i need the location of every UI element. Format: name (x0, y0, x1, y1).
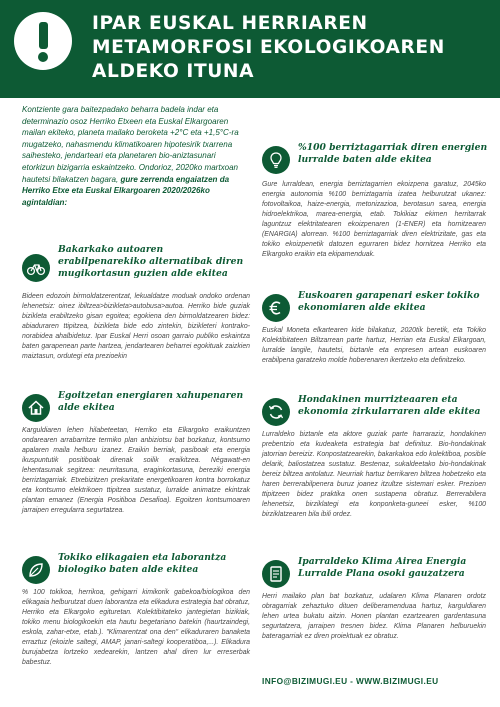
section-housing (22, 390, 250, 516)
section-climate-plan (262, 556, 486, 642)
section-title: Egoitzetan energiaren xahupenaren alde ekitea (58, 390, 244, 413)
section-title: Hondakinen murrizteaaren eta ekonomia zirkularraren alde ekitea (298, 394, 481, 417)
page-title (92, 12, 492, 84)
intro-emphasis: gure zerrenda engaiatzen da Herriko Etxe eta Euskal Elkargoaren 2020/2026ko agintaldian: (22, 174, 230, 207)
section-body: Gure lurraldean, energia berriztagarrien ekoizpena garatuz, 2045ko energia autonomia %100 berriztagarria izatea helburutzat ukanez: fotovoltaikoa, haize-energia, metonizazioa, berotasun sarea, energia hidroelektrikoa, marea-energia, etab. Tokikiaz ekimen herritarrak laguntzuz elektritatearen ekoizpenaren (1-ENER) eta hornitzearen (ENARGIA) alorrean. %100 berriztagarriak diren elektrizitate, gas eta tokiko ekoizpenetik datozen egurraren bidez hornitzea Herriko eta Elkargoko eraikin eta ekipamenduak. (262, 181, 486, 258)
title-line-2: METAMORFOSI EKOLOGIKOAREN (92, 37, 445, 58)
header-banner (0, 0, 500, 98)
exclamation-icon (14, 12, 72, 70)
section-mobility (22, 244, 250, 362)
house-icon (22, 394, 50, 422)
section-title: Iparraldeko Klima Airea Energia Lurralde Plana osoki gauzatzera (298, 556, 467, 579)
section-body: % 100 tokikoa, herrikoa, gehigarri kimikorik gabekoa/biologikoa den elikagaia helburutzat duen laborantza eta elikadura estrategia bat obratuz, Herriko eta Elkargoko egituretan. Kolektibitateko jantegietan bizikiak, tokiko menu biologikoekin eta hautu begetariano batekin (haurtzaindegi, eskola, zahar-etxe, etab.). "Klimarentzat ona den" elikaduraren banaketa erraztuz (ekoizle saltegi, AMAP, janari-saltegi kooperatiboa,...). Elikadura burujabetza lortzeko xedearekin, lantzen ahal diren lur erreserbak babestuz. (22, 589, 250, 666)
recycle-icon (262, 398, 290, 426)
intro-text: Kontziente gara baitezpadako beharra badela indar eta determinazio osoz Herriko Etxeen eta Euskal Elkargoaren mailan ekiteko, planeta mailako beroketa +2°C eta +1,5°C-ra mugatzeko, nahasmendu klimatikoaren hipotesirik txarrena saihesteko, jendarteari eta planetaren bio-aniztasunari etorkizun bizigarria eskaintzeko. Ondorioz, 2020ko martxoan hautetsi bilakatzen bagara, (22, 105, 239, 184)
section-body: Herri mailako plan bat bozkatuz, udalaren Klima Planaren ordotz obragarriak zehaztuko dituen deliberamenduaa hartuz, karguldiaren lehen urtea bukatu aitzin. Honen plantan ezartzearen gardentasuna segurtatzera, jarraipen tresnen bidez. Klima Planaren helburuekin bateragarriak ez diren proiektuak ez obratuz. (262, 593, 486, 640)
leaf-icon (22, 556, 50, 584)
lightbulb-icon (262, 146, 290, 174)
section-eusko (262, 290, 486, 366)
section-title: Tokiko elikagaien eta laborantza biologiko baten alde ekitea (58, 552, 227, 575)
section-waste (262, 394, 486, 520)
euro-icon (262, 294, 290, 322)
title-line-1: IPAR EUSKAL HERRIAREN (92, 13, 368, 34)
section-food (22, 552, 250, 668)
bicycle-icon (22, 254, 50, 282)
section-body: Karguldiaren lehen hilabeteetan, Herriko eta Elkargoko eraikuntzen ondarearen arrabarritze termiko plan anbiziotsu bat bozkatuz, kontsumo apalaren maila helburu izanez. Eraikin berriak, pasiboak eta energia ikuspuntutik positiboak direnak soilik eraikitzea. Négawatt-en lehentasunak segitzea: neurritasuna, eraginkortasuna, bereziki energia berriztagarriak. Etxebizitzen prekaritate energetikoaren kontra borrokatuz eta kontsumo elektrikoen ttipitzea sustatuz, lurralde animatze ekintzak plantan emanez (Energia Positiboa Desafioa). Egoitzen kontsumoaren jarraipen erregularra segurtatzea. (22, 427, 250, 514)
section-energy (262, 142, 486, 260)
title-line-3: ALDEKO ITUNA (92, 61, 255, 82)
section-body: Bideen edozoin birmoldatzerentzat, lekualdatze moduak ondoko ordenan lehenetsiz: oinez ibiltzea>bizikleta>autobusa>autoa. Herriko bide guziak bizikleta erabiltzeko gisan egoitea; egokiena den birmoldatzearen bidez: abiaduraren ttipitzea, bizikleta bide edo zintekin, bizikleteri kontrako-norabidea ahalbidetuz. Ipar Euskal Herri osoan garraio publiko eskaintza baten garapenean parte hartzea, jendartearen beharrei egokituak zaizkien maiztasun, ordutegi eta prezioekin (22, 293, 250, 360)
section-title: Bakarkako autoaren erabilpenarekiko alternatibak diren mugikortasun guzien alde ekitea (58, 244, 244, 279)
footer-contact: INFO@BIZIMUGI.EU - WWW.BIZIMUGI.EU (262, 676, 439, 686)
section-body: Lurraldeko biztanle eta aktore guziak parte harraraziz, hondakinen prebentzio eta kudeaketa estrategia bat definituz. Bio-hondakinak jatorrian bereiziz. Konpostatzearekin, bakarkakoa edo kolektiboa, posible delarik, baliostatzea sustatuz. Bestenaz, sukaldeetako bio-hondakinak bereiz biltzea antolatuz. Neurriak hartuz berrikaren biltzea hobetzeko eta haren berrerabilpenera buruz joanez itzultze sistemari esker. Prezioen ttipitzeen bidez praktika onen sustapena obratuz. Berrerabilera lehenetsiz, birziklategi eta konponketa-guneei esker, %100 birziklatzearen bila ibili ordez. (262, 431, 486, 518)
document-icon (262, 560, 290, 588)
section-title: %100 berriztagarriak diren energien lurralde baten alde ekitea (298, 142, 488, 165)
intro-paragraph (22, 104, 242, 208)
section-title: Euskoaren garapenari esker tokiko ekonomiaren alde ekitea (298, 290, 480, 313)
section-body: Euskal Moneta elkartearen kide bilakatuz, 2020tik beretik, eta Tokiko Kolektibitateen Biltzarrean parte hartuz, Herrian eta Euskal Elkargoan, lurralde langile, hautetsi, biztanle eta enpresen artean euskoaren erabilpena garatzeko molde hoberenaren ikertzeko eta definitzeko. (262, 327, 486, 364)
